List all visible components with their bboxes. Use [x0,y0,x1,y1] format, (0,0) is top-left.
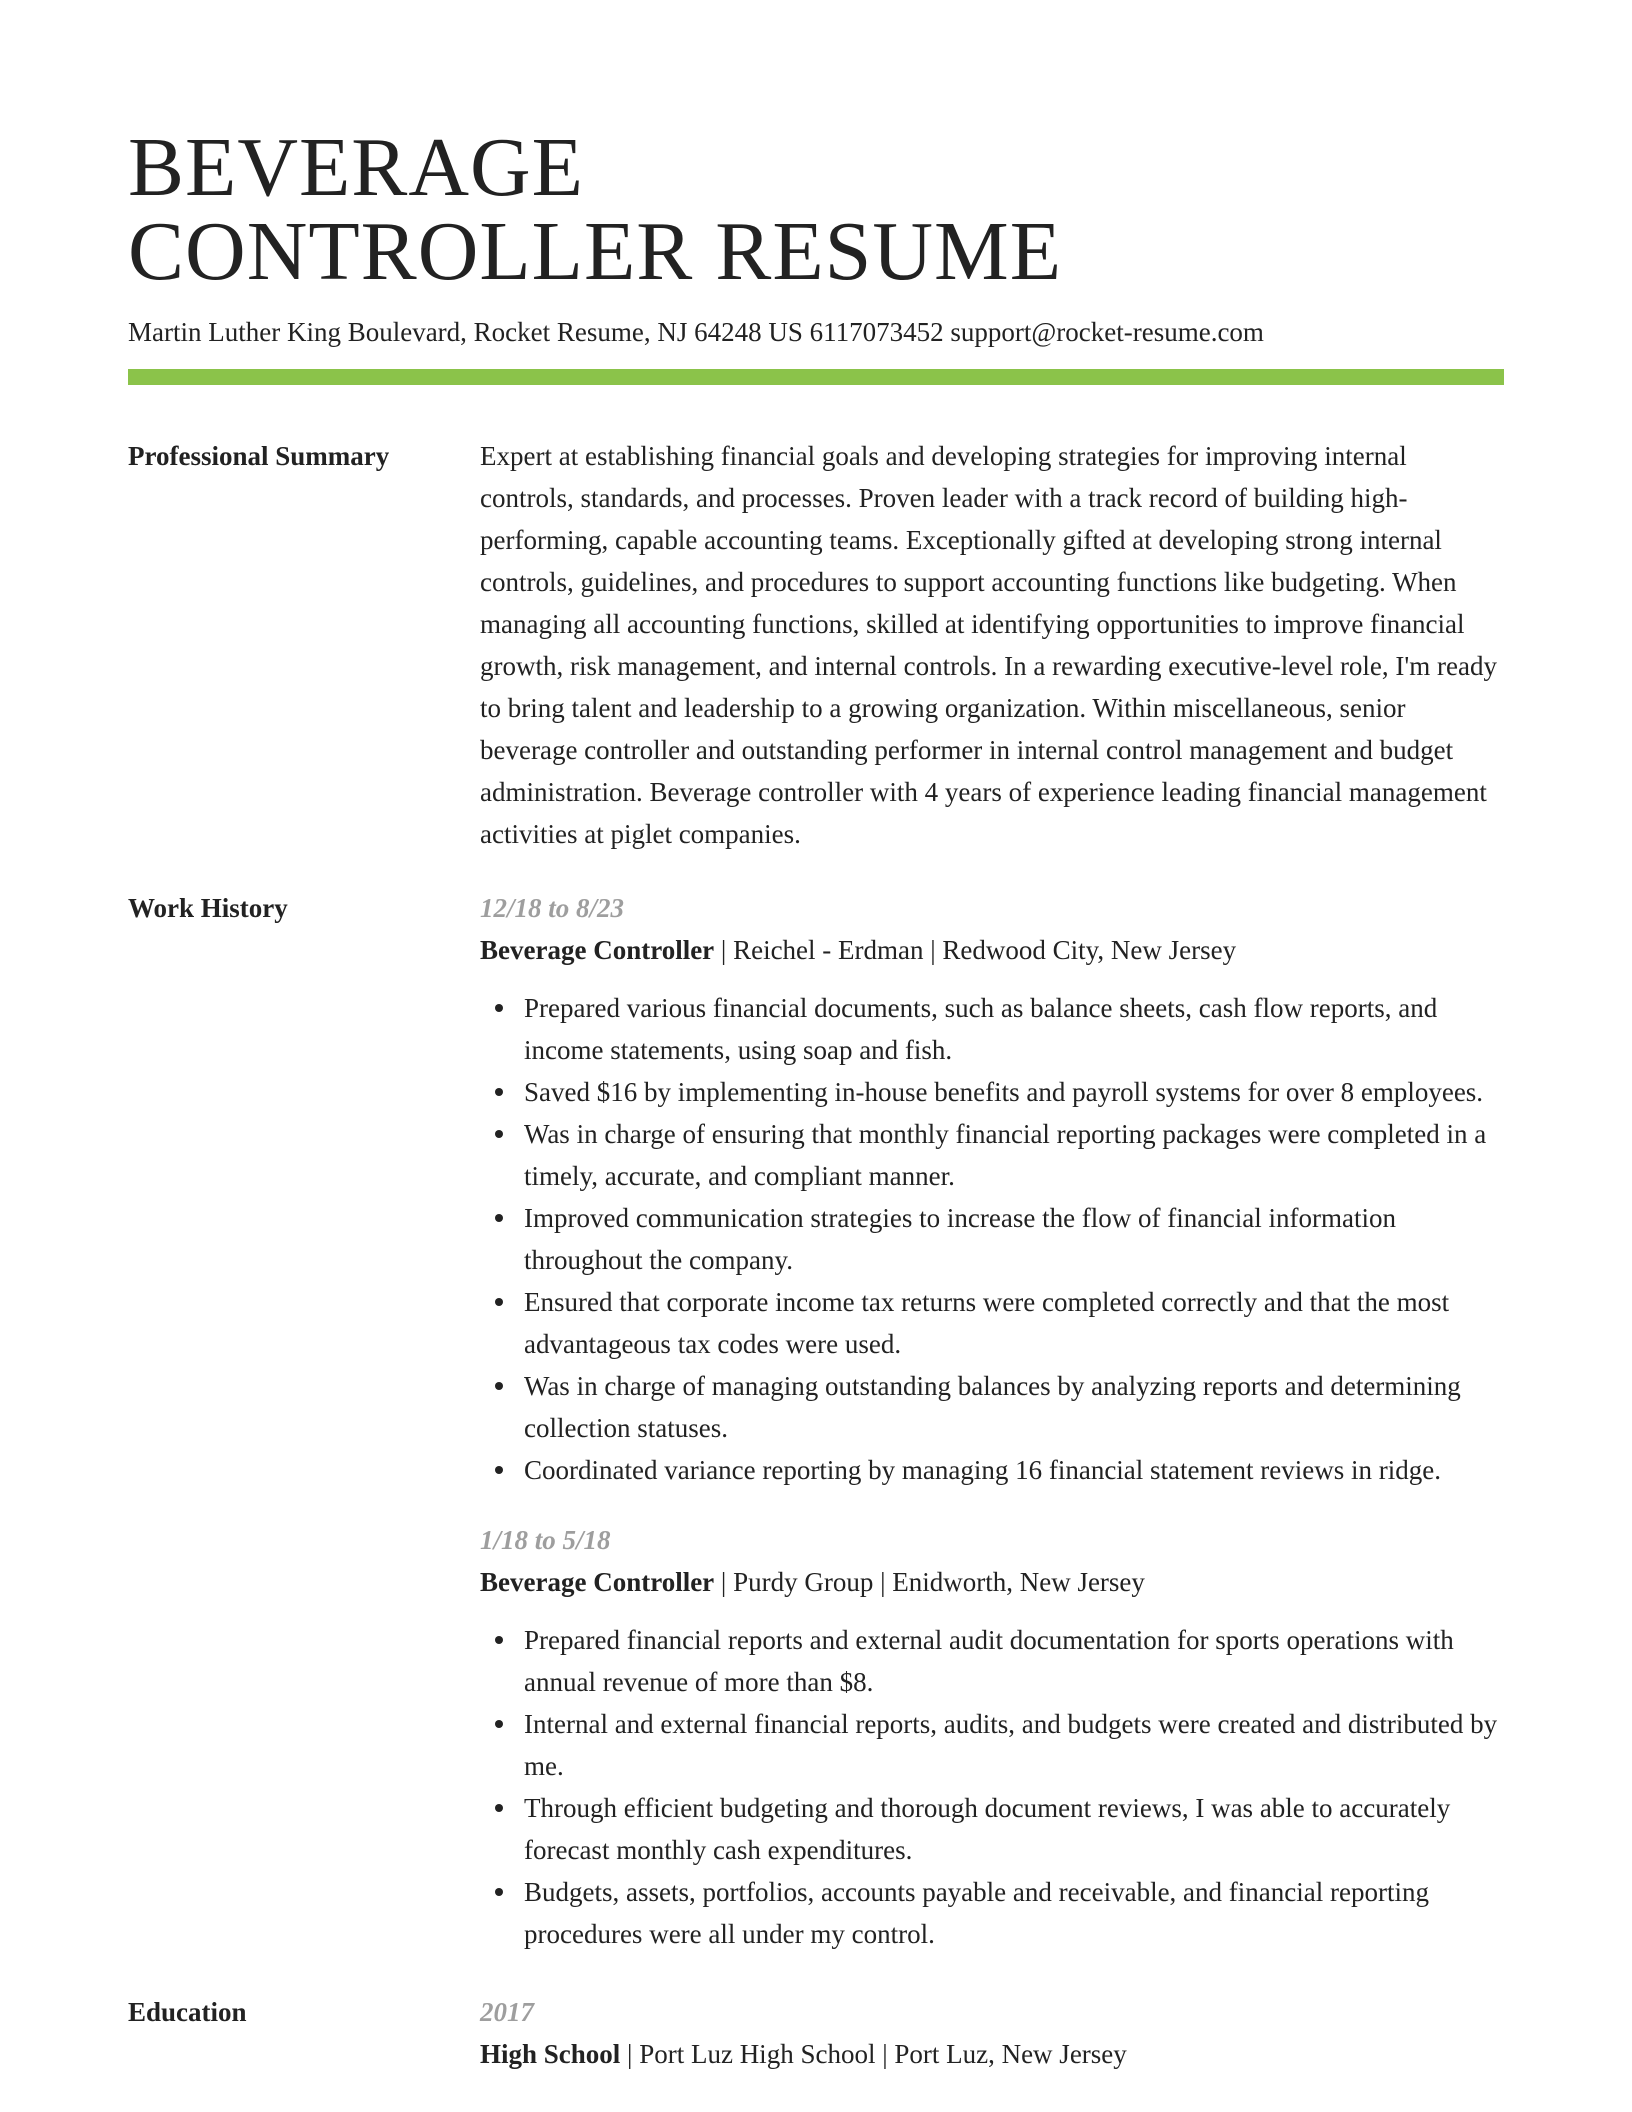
job-details: | Purdy Group | Enidworth, New Jersey [714,1567,1145,1597]
title-line-2: CONTROLLER RESUME [128,205,1063,298]
job-role: Beverage Controller [480,935,715,965]
summary-section [128,435,1504,855]
education-section [128,1991,1504,2075]
job-title-line [480,929,1504,971]
list-item: Was in charge of managing outstanding balances by analyzing reports and determining collection statuses. [480,1365,1504,1449]
education-body [480,1991,1504,2075]
education-dates: 2017 [480,1997,534,2027]
summary-text: Expert at establishing financial goals and developing strategies for improving internal controls, standards, and processes. Proven leader with a track record of building high-performing, capable accounting teams. Exceptionally gifted at developing strong internal controls, guidelines, and procedures to support accounting functions like budgeting. When managing all accounting functions, skilled at identifying opportunities to improve financial growth, risk management, and internal controls. In a rewarding executive-level role, I'm ready to bring talent and leadership to a growing organization. Within miscellaneous, senior beverage controller and outstanding performer in internal control management and budget administration. Beverage controller with 4 years of experience leading financial management activities at piglet companies. [480,441,1497,849]
list-item: Through efficient budgeting and thorough document reviews, I was able to accurately forecast monthly cash expenditures. [480,1787,1504,1871]
section-label-summary: Professional Summary [128,441,390,471]
education-details: | Port Luz High School | Port Luz, New Jersey [620,2039,1127,2069]
accent-divider [128,369,1504,385]
work-history-section [128,887,1504,1955]
work-history-body [480,887,1504,1955]
contact-info: Martin Luther King Boulevard, Rocket Resume, NJ 64248 US 6117073452 support@rocket-resume.com [128,317,1264,347]
job-dates: 12/18 to 8/23 [480,893,625,923]
list-item: Was in charge of ensuring that monthly financial reporting packages were completed in a timely, accurate, and compliant manner. [480,1113,1504,1197]
resume-title [128,121,1504,298]
job-dates: 1/18 to 5/18 [480,1525,611,1555]
list-item: Internal and external financial reports, audits, and budgets were created and distributed by me. [480,1703,1504,1787]
job-title-line [480,1561,1504,1603]
education-degree: High School [480,2039,621,2069]
education-title-line [480,2033,1504,2075]
job-entry [480,887,1504,1491]
job-role: Beverage Controller [480,1567,715,1597]
title-line-1: BEVERAGE [128,121,584,214]
list-item: Improved communication strategies to increase the flow of financial information throughout the company. [480,1197,1504,1281]
list-item: Saved $16 by implementing in-house benefits and payroll systems for over 8 employees. [480,1071,1504,1113]
list-item: Coordinated variance reporting by managing 16 financial statement reviews in ridge. [480,1449,1504,1491]
job-bullets [480,1619,1504,1955]
list-item: Prepared various financial documents, such as balance sheets, cash flow reports, and income statements, using soap and fish. [480,987,1504,1071]
list-item: Prepared financial reports and external audit documentation for sports operations with annual revenue of more than $8. [480,1619,1504,1703]
list-item: Ensured that corporate income tax returns were completed correctly and that the most advantageous tax codes were used. [480,1281,1504,1365]
section-label-education: Education [128,1997,247,2027]
job-entry [480,1519,1504,1955]
job-details: | Reichel - Erdman | Redwood City, New Jersey [714,935,1237,965]
job-bullets [480,987,1504,1491]
resume-page [128,0,1504,2075]
section-label-work-history: Work History [128,893,288,923]
list-item: Budgets, assets, portfolios, accounts payable and receivable, and financial reporting procedures were all under my control. [480,1871,1504,1955]
